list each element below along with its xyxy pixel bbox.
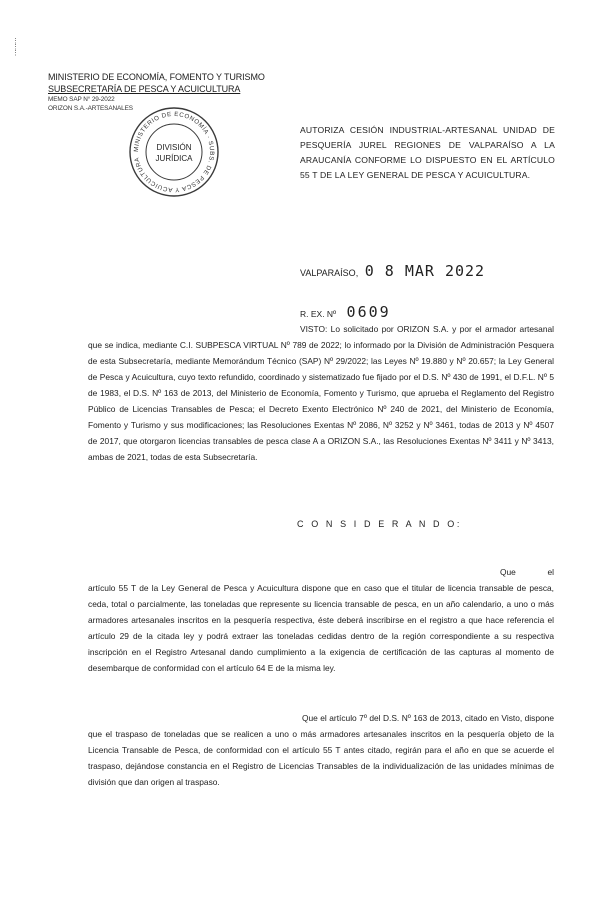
date-line	[300, 262, 485, 280]
considerando-paragraph-2: Que el artículo 7º del D.S. Nº 163 de 2013, citado en Visto, dispone que el traspaso de toneladas que se realicen a uno o más armadores artesanales inscritos en la pesquería objeto de la Licencia Transable de Pesca, de conformidad con el artículo 55 T antes citado, regirán para el año en que se acuerde el traspaso, dejándose constancia en el Registro de Licencias Transables de la individualización de las unidades mínimas de división que dan origen al traspaso.	[88, 713, 554, 787]
considerando-paragraph-1: Que el artículo 55 T de la Ley General de Pesca y Acuicultura dispone que en caso que el titular de licencia transable de pesca, ceda, total o parcialmente, las toneladas que represente su licencia transable de pesca, en un año calendario, a uno o más armadores artesanales inscritos en la pesquería respectiva, éste deberá inscribirse en el registro a que hace referencia el artículo 29 de la citada ley y podrá extraer las toneladas cedidas dentro de la región correspondiente a su respectiva inscripción en el Registro Artesanal dando cumplimiento a la exigencia de certificación de las capturas al momento de desembarque de conformidad con el artículo 64 E de la misma ley.	[88, 567, 554, 673]
seal-line-1: DIVISIÓN	[156, 143, 192, 152]
undersecretariat-name: SUBSECRETARÍA DE PESCA Y ACUICULTURA	[48, 83, 241, 94]
resolution-subject: AUTORIZA CESIÓN INDUSTRIAL-ARTESANAL UNIDAD DE PESQUERÍA JUREL REGIONES DE VALPARAÍSO A LA ARAUCANÍA CONFORME LO DISPUESTO EN EL ARTÍCULO 55 T DE LA LEY GENERAL DE PESCA Y ACUICULTURA.	[300, 125, 555, 180]
seal-line-2: JURÍDICA	[155, 154, 193, 163]
rex-label: R. EX. Nº	[300, 309, 337, 319]
place-label: VALPARAÍSO,	[300, 268, 359, 278]
ministry-name: MINISTERIO DE ECONOMÍA, FOMENTO Y TURISMO	[48, 72, 265, 82]
visto-paragraph: VISTO: Lo solicitado por ORIZON S.A. y por el armador artesanal que se indica, mediante C.I. SUBPESCA VIRTUAL Nº 789 de 2022; lo informado por la División de Administración Pesquera de esta Subsecretaría, mediante Memorándum Técnico (SAP) Nº 29/2022; las Leyes Nº 19.880 y Nº 20.657; la Ley General de Pesca y Acuicultura, cuyo texto refundido, coordinado y sistematizado fue fijado por el D.S. Nº 430 de 1991, el D.F.L. Nº 5 de 1983, el D.S. Nº 163 de 2013, del Ministerio de Economía, Fomento y Turismo, que aprueba el Reglamento del Registro Público de Licencias Transables de Pesca; el Decreto Exento Electrónico Nº 240 de 2021, del Ministerio de Economía, Fomento y Turismo y sus modificaciones; las Resoluciones Exentas Nº 2086, Nº 3252 y Nº 3461, todas de 2013 y Nº 4507 de 2017, que otorgaron licencias transables de pesca clase A a ORIZON S.A., las Resoluciones Exentas Nº 3411 y Nº 3413, ambas de 2021, todas de esta Subsecretaría.	[88, 324, 554, 462]
seal-ring-text: MINISTERIO DE ECONOMÍA · SUBS. DE PESCA Y ACUICULTURA	[132, 110, 216, 194]
rex-number: 0609	[346, 303, 391, 321]
scan-margin-mark: ⋮ ⋮ ⋮	[12, 37, 19, 57]
date-stamp: 0 8 MAR 2022	[364, 262, 486, 280]
seal-graphic	[128, 106, 220, 198]
resolution-number-line	[300, 303, 391, 321]
considerando-heading: C O N S I D E R A N D O:	[297, 519, 462, 529]
memo-reference: MEMO SAP N° 29-2022	[48, 96, 115, 103]
division-juridica-seal	[128, 106, 220, 198]
party-reference: ORIZON S.A.-ARTESANALES	[48, 105, 133, 112]
